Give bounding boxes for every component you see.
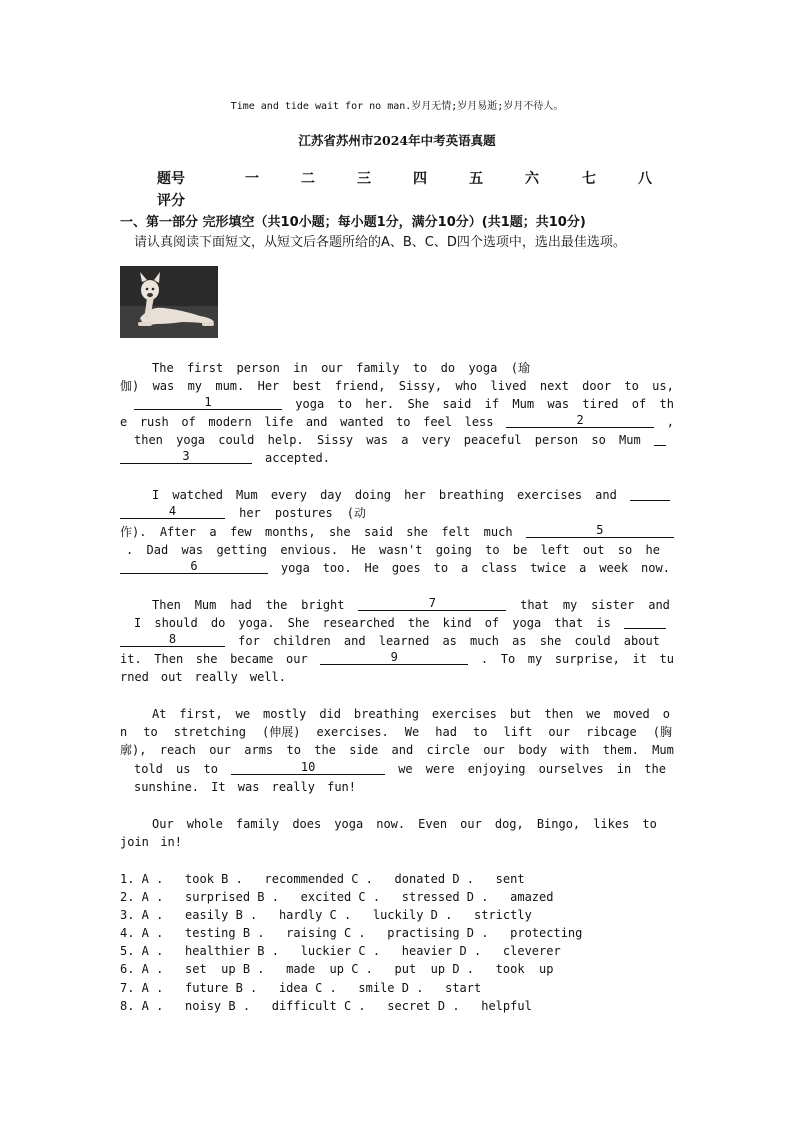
passage-word: family [356, 361, 400, 375]
passage-word: she [406, 525, 428, 539]
passage-word: Dad [146, 543, 169, 557]
passage-word: is [596, 616, 611, 630]
passage-word: accepted. [264, 451, 330, 465]
passage-word: mostly [263, 707, 307, 721]
passage-word: as [512, 634, 527, 648]
score-col-3: 三 [357, 171, 371, 187]
p1-line1 [152, 359, 530, 377]
passage-word: told [134, 762, 163, 776]
dog-icon [120, 266, 218, 338]
passage-word: to [485, 543, 500, 557]
passage-word: (胸 [652, 725, 672, 739]
passage-word: surprise, [554, 652, 620, 666]
p2-line4 [126, 541, 660, 559]
passage-word: do [210, 616, 226, 630]
passage-word: . [480, 652, 489, 666]
passage-word: Mum [652, 743, 674, 757]
p3-line2 [134, 614, 666, 632]
option-row-5: 5. A . healthier B . luckier C . heavier D . cleverer [120, 944, 561, 958]
passage-word: he [645, 543, 660, 557]
passage-word: was [366, 433, 388, 447]
passage-word: It [211, 780, 226, 794]
blank-9[interactable]: 9 [320, 650, 468, 665]
section-heading: 一、第一部分 完形填空（共10小题；每小题1分，满分10分）(共1题；共10分) [120, 215, 586, 230]
passage-word: The [152, 361, 174, 375]
passage-word: He [351, 543, 366, 557]
passage-word: , [666, 415, 674, 429]
passage-word: person [534, 433, 579, 447]
passage-word: the [644, 762, 666, 776]
passage-word: th [659, 397, 674, 411]
p5-line1 [152, 815, 657, 833]
passage-word: was [181, 543, 204, 557]
passage-word: 作). [120, 525, 147, 539]
passage-word: body [518, 743, 548, 757]
passage-word: her [239, 506, 261, 520]
p1-line2 [120, 377, 674, 395]
passage-word: envious. [280, 543, 339, 557]
p3-line4 [120, 650, 674, 668]
passage-word: bright [301, 598, 345, 612]
passage-word: After [159, 525, 196, 539]
p4-line3 [120, 741, 674, 759]
passage-word: had [230, 598, 252, 612]
answer-line [630, 486, 670, 501]
passage-word: the [314, 743, 336, 757]
passage-word: to [642, 817, 657, 831]
passage-word: were [425, 762, 455, 776]
passage-word: ribcage [586, 725, 637, 739]
blank-2[interactable]: 2 [506, 413, 654, 428]
passage-word: breathing [438, 488, 504, 502]
passage-word: 伽) [120, 379, 140, 393]
passage-word: Then [152, 598, 181, 612]
passage-word: Then [154, 652, 184, 666]
p1-line5 [134, 431, 666, 449]
passage-word: out [160, 670, 183, 684]
passage-word: breathing [353, 707, 419, 721]
passage-word: was [237, 780, 260, 794]
passage-word: our [286, 652, 308, 666]
passage-word: our [460, 817, 482, 831]
passage-word: much [483, 525, 513, 539]
p3-line1 [152, 596, 670, 614]
score-col-6: 六 [525, 171, 539, 187]
p4-line2 [120, 723, 672, 741]
passage-word: a [209, 525, 217, 539]
passage-word: a [579, 561, 587, 575]
passage-word: well. [249, 670, 286, 684]
passage-word: friend, [334, 379, 386, 393]
passage-word: modern [208, 415, 252, 429]
passage-word: do [440, 361, 456, 375]
passage-word: then [544, 707, 574, 721]
passage-word: to [396, 415, 411, 429]
passage-word: said [442, 397, 472, 411]
passage-word: yoga [512, 616, 542, 630]
passage-word: At [152, 707, 167, 721]
passage-word: my [527, 652, 543, 666]
passage-word: to [143, 725, 158, 739]
passage-word: very [421, 433, 451, 447]
p4-line4 [134, 760, 666, 778]
passage-word: in [616, 762, 632, 776]
passage-word: to [286, 743, 301, 757]
passage-word: Sissy [316, 433, 354, 447]
passage-word: and [595, 488, 617, 502]
passage-word: n [120, 725, 128, 739]
passage-word: yoga [280, 561, 310, 575]
passage-word: we [235, 707, 251, 721]
passage-word: and [648, 598, 670, 612]
blank-3[interactable]: 3 [120, 449, 252, 464]
blank-8[interactable]: 8 [120, 632, 225, 647]
passage-word: few [229, 525, 252, 539]
passage-word: Mum [236, 488, 258, 502]
passage-word: so [617, 543, 633, 557]
section-instruction: 请认真阅读下面短文，从短文后各题所给的A、B、C、D四个选项中，选出最佳选项。 [134, 235, 626, 250]
passage-word: does [292, 817, 322, 831]
passage-word: felt [441, 525, 471, 539]
passage-word: be [512, 543, 528, 557]
p2-line1 [152, 486, 670, 504]
passage-word: of [631, 397, 647, 411]
passage-word: and [391, 743, 414, 757]
passage-word: o [662, 707, 670, 721]
dog-yoga-photo [120, 266, 218, 338]
passage-word: We [404, 725, 420, 739]
passage-word: yoga [468, 361, 498, 375]
passage-word: became [230, 652, 274, 666]
passage-word: did [319, 707, 341, 721]
passage-word: months, [265, 525, 316, 539]
passage-word: had [435, 725, 457, 739]
passage-word: in! [160, 835, 182, 849]
passage-word: week [599, 561, 629, 575]
p4-line5 [134, 778, 356, 796]
passage-word: door [582, 379, 612, 393]
passage-word: Mum [619, 433, 641, 447]
option-row-4: 4. A . testing B . raising C . practising D . protecting [120, 926, 583, 940]
passage-word: Our [152, 817, 174, 831]
score-col-8: 八 [638, 171, 652, 187]
passage-word: twice [530, 561, 567, 575]
p1-line4 [120, 413, 674, 431]
passage-word: to [203, 762, 218, 776]
passage-word: yoga [295, 397, 325, 411]
passage-word: day [320, 488, 342, 502]
blank-6[interactable]: 6 [120, 559, 268, 574]
passage-word: goes [391, 561, 421, 575]
passage-word: She [407, 397, 430, 411]
passage-word: us [176, 762, 191, 776]
passage-word: our [209, 743, 231, 757]
passage-word: she [328, 525, 351, 539]
passage-word: e [120, 415, 128, 429]
score-col-2: 二 [301, 171, 315, 187]
passage-word: my [187, 379, 203, 393]
passage-word: now. [641, 561, 670, 575]
p5-line2 [120, 833, 182, 851]
passage-word: (动 [346, 506, 366, 520]
blank-4[interactable]: 4 [120, 504, 225, 519]
passage-word: said [364, 525, 393, 539]
passage-word: every [270, 488, 307, 502]
passage-word: much [470, 634, 499, 648]
passage-word: exercises [517, 488, 583, 502]
passage-word: I [152, 488, 160, 502]
passage-word: could [218, 433, 255, 447]
passage-word: She [287, 616, 310, 630]
passage-word: if [484, 397, 500, 411]
passage-word: and [343, 634, 366, 648]
passage-word: them. [602, 743, 639, 757]
passage-word: out [582, 543, 605, 557]
passage-word: she [539, 634, 562, 648]
passage-word: watched [172, 488, 223, 502]
passage-word: to [433, 561, 449, 575]
blank-10[interactable]: 10 [231, 760, 385, 775]
passage-word: dog, [494, 817, 524, 831]
passage-word: could [574, 634, 611, 648]
option-row-7: 7. A . future B . idea C . smile D . start [120, 981, 482, 995]
passage-word: too. [322, 561, 352, 575]
passage-word: fun! [327, 780, 356, 794]
passage-word: likes [593, 817, 630, 831]
passage-word: wanted [340, 415, 384, 429]
passage-word: our [548, 725, 571, 739]
passage-word: and [305, 415, 328, 429]
passage-word: yoga. [238, 616, 275, 630]
passage-word: that [520, 598, 550, 612]
passage-word: person [236, 361, 280, 375]
passage-word: learned [378, 634, 430, 648]
blank-5[interactable]: 5 [526, 523, 674, 538]
passage-word: next [539, 379, 569, 393]
passage-word: her. [365, 397, 395, 411]
passage-word: tired [582, 397, 619, 411]
passage-word: tu [659, 652, 674, 666]
passage-word: that [554, 616, 584, 630]
passage-word: circle [426, 743, 470, 757]
passage-word: left [540, 543, 570, 557]
passage-word: with [560, 743, 590, 757]
p2-line3 [120, 523, 674, 541]
passage-word: us, [652, 379, 674, 393]
passage-word: sunshine. [134, 780, 200, 794]
passage-word: getting [216, 543, 268, 557]
passage-word: whole [186, 817, 223, 831]
passage-word: Even [418, 817, 448, 831]
passage-word: arms [244, 743, 274, 757]
passage-word: family [235, 817, 280, 831]
passage-word: children [272, 634, 331, 648]
score-table-row2-label: 评分 [157, 193, 185, 209]
passage-word: to [337, 397, 352, 411]
passage-word: help. [267, 433, 304, 447]
passage-word: (伸展) [262, 725, 301, 739]
passage-word: ourselves [538, 762, 604, 776]
passage-word: to [473, 725, 488, 739]
blank-7[interactable]: 7 [358, 596, 506, 611]
passage-word: for [238, 634, 260, 648]
passage-word: our [483, 743, 505, 757]
p1-line3 [134, 395, 674, 413]
passage-word: we [398, 762, 413, 776]
score-table-row1-label: 题号 [157, 171, 185, 187]
passage-word: Mum [194, 598, 217, 612]
passage-word: of [484, 616, 500, 630]
option-row-8: 8. A . noisy B . difficult C . secret D . helpful [120, 999, 532, 1013]
passage-word: a [460, 561, 469, 575]
passage-word: so [591, 433, 606, 447]
passage-word: to [624, 379, 639, 393]
passage-word: yoga [176, 433, 206, 447]
passage-word: really [271, 780, 315, 794]
passage-word: reach [159, 743, 196, 757]
passage-word: doing [354, 488, 391, 502]
passage-word: lift [503, 725, 533, 739]
passage-word: 廓), [120, 743, 147, 757]
answer-line [624, 614, 666, 629]
passage-word: as [442, 634, 457, 648]
score-col-4: 四 [413, 171, 427, 187]
passage-word: lived [490, 379, 527, 393]
passage-word: stretching [173, 725, 246, 739]
passage-word: To [500, 652, 516, 666]
passage-word: it [632, 652, 647, 666]
passage-word: less [464, 415, 494, 429]
passage-word: first, [179, 707, 223, 721]
passage-word: join [120, 835, 149, 849]
passage-word: in [293, 361, 308, 375]
passage-word: moved [613, 707, 650, 721]
passage-word: exercises. [316, 725, 389, 739]
score-col-7: 七 [582, 171, 596, 187]
passage-word: we [586, 707, 601, 721]
passage-word: exercises [431, 707, 497, 721]
p2-line5 [120, 559, 670, 577]
p2-line2 [120, 504, 366, 522]
blank-1[interactable]: 1 [134, 395, 282, 410]
passage-word: should [154, 616, 198, 630]
p4-line1 [152, 705, 670, 723]
passage-word: my [562, 598, 578, 612]
passage-word: then [134, 433, 163, 447]
passage-word: mum. [215, 379, 245, 393]
passage-word: Mum [512, 397, 535, 411]
exam-title: 江苏省苏州市2024年中考英语真题 [298, 133, 496, 148]
passage-word: of [181, 415, 196, 429]
passage-word: our [321, 361, 343, 375]
passage-word: (瑜 [510, 361, 530, 375]
passage-word: rned [120, 670, 149, 684]
passage-word: her [404, 488, 426, 502]
p3-line5 [120, 668, 286, 686]
option-row-6: 6. A . set up B . made up C . put up D . took up [120, 962, 554, 976]
passage-word: the [407, 616, 430, 630]
passage-word: going [435, 543, 472, 557]
passage-word: Her [257, 379, 280, 393]
passage-word: the [265, 598, 288, 612]
passage-word: she [195, 652, 218, 666]
passage-word: Sissy, [398, 379, 443, 393]
p1-line6 [120, 449, 330, 467]
passage-word: now. [376, 817, 406, 831]
passage-word: class [481, 561, 518, 575]
motto: Time and tide wait for no man.岁月无情;岁月易逝;岁月不待人。 [230, 101, 564, 112]
passage-word: sister [591, 598, 635, 612]
passage-word: side [349, 743, 379, 757]
option-row-3: 3. A . easily B . hardly C . luckily D . strictly [120, 908, 532, 922]
option-row-1: 1. A . took B . recommended C . donated D . sent [120, 872, 525, 886]
passage-word: enjoying [467, 762, 526, 776]
passage-word: a [401, 433, 409, 447]
passage-word: it. [120, 652, 142, 666]
passage-word: about [623, 634, 660, 648]
score-col-5: 五 [469, 171, 483, 187]
passage-word: . [126, 543, 134, 557]
p3-line3 [120, 632, 660, 650]
score-col-1: 一 [245, 171, 259, 187]
passage-word: I [134, 616, 142, 630]
passage-word: feel [423, 415, 453, 429]
passage-word: to [412, 361, 428, 375]
answer-line [654, 431, 666, 446]
passage-word: who [455, 379, 478, 393]
passage-word: postures [274, 506, 333, 520]
passage-word: best [292, 379, 322, 393]
passage-word: really [194, 670, 238, 684]
passage-word: yoga [334, 817, 364, 831]
passage-word: first [187, 361, 224, 375]
passage-word: kind [442, 616, 472, 630]
passage-word: researched [322, 616, 395, 630]
passage-word: He [364, 561, 379, 575]
passage-word: peaceful [463, 433, 522, 447]
passage-word: wasn't [379, 543, 423, 557]
passage-word: but [509, 707, 532, 721]
option-row-2: 2. A . surprised B . excited C . stressed D . amazed [120, 890, 554, 904]
passage-word: life [264, 415, 294, 429]
passage-word: was [152, 379, 175, 393]
passage-word: Bingo, [536, 817, 581, 831]
passage-word: rush [139, 415, 169, 429]
passage-word: was [547, 397, 570, 411]
